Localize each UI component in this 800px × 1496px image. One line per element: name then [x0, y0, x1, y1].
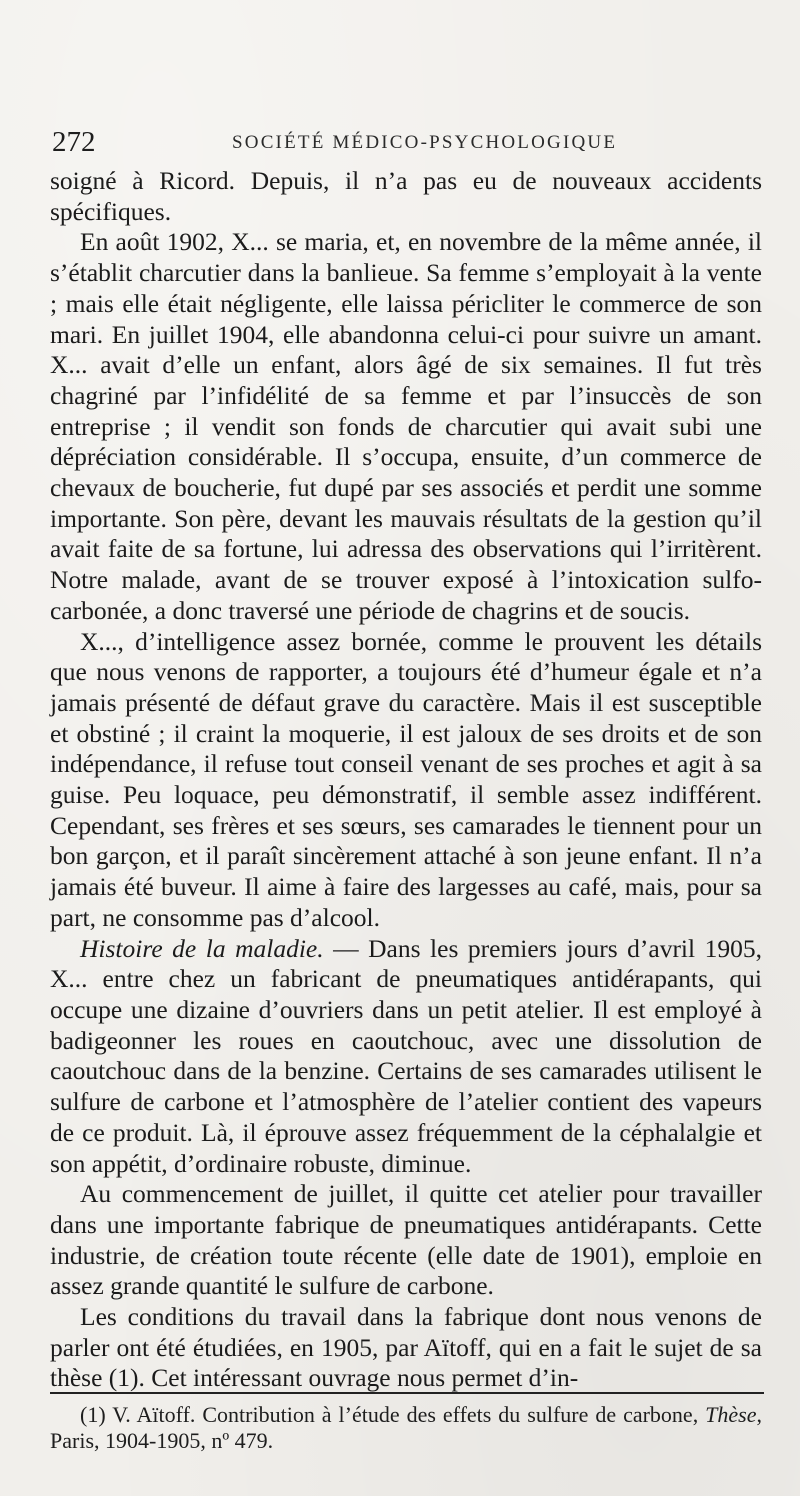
- footnote: [50, 1402, 762, 1454]
- main-text: [50, 166, 762, 1394]
- page-number: 272: [52, 126, 96, 158]
- footnote-text: (1) V. Aïtoff. Contribution à l’étude des effets du sulfure de carbone,: [80, 1402, 706, 1427]
- paragraph-4: [50, 934, 762, 1180]
- paragraph-6: Les conditions du travail dans la fabrique dont nous venons de parler ont été étudiées, en 1905, par Aïtoff, qui en a fait le sujet de sa thèse (1). Cet intéressant ouvrage nous permet d’in-: [50, 1302, 762, 1393]
- paragraph-2: En août 1902, X... se maria, et, en novembre de la même année, il s’établit charcutier dans la banlieue. Sa femme s’employait à la vente ; mais elle était négligente, elle laissa péricliter le commerce de son mari. En juillet 1904, elle abandonna celui-ci pour suivre un amant. X... avait d’elle un enfant, alors âgé de six semaines. Il fut très chagriné par l’infidélité de sa femme et par l’insuccès de son entreprise ; il vendit son fonds de charcutier qui avait subi une dépréciation considérable. Il s’occupa, ensuite, d’un commerce de chevaux de boucherie, fut dupé par ses associés et perdit une somme importante. Son père, devant les mauvais résultats de la gestion qu’il avait faite de sa fortune, lui adressa des observations qui l’irritèrent. Notre malade, avant de se trouver exposé à l’intoxication sulfo-carbonée, a donc traversé une période de chagrins et de soucis.: [50, 227, 762, 625]
- section-heading-histoire: Histoire de la maladie.: [80, 933, 324, 963]
- running-title: SOCIÉTÉ MÉDICO-PSYCHOLOGIQUE: [232, 132, 618, 153]
- page-header: [52, 124, 762, 164]
- paragraph-3: X..., d’intelligence assez bornée, comme le prouvent les détails que nous venons de rapporter, a toujours été d’humeur égale et n’a jamais présenté de défaut grave du caractère. Mais il est susceptible et obstiné ; il craint la moquerie, il est jaloux de ses droits et de son indépendance, il refuse tout conseil venant de ses proches et agit à sa guise. Peu loquace, peu démonstratif, il semble assez indifférent. Cependant, ses frères et ses sœurs, ses camarades le tiennent pour un bon garçon, et il paraît sincèrement attaché à son jeune enfant. Il n’a jamais été buveur. Il aime à faire des largesses au café, mais, pour sa part, ne consomme pas d’alcool.: [50, 626, 762, 932]
- footnote-rule: [50, 1392, 764, 1394]
- footnote-text-end: , Paris, 1904-1905, nº 479.: [50, 1402, 762, 1453]
- paragraph-1: soigné à Ricord. Depuis, il n’a pas eu de nouveaux accidents spécifiques.: [50, 166, 762, 226]
- paragraph-4-text: — Dans les premiers jours d’avril 1905, X... entre chez un fabricant de pneumatiques antidérapants, qui occupe une dizaine d’ouvriers dans un petit atelier. Il est employé à badigeonner les roues en caoutchouc, avec une dissolution de caoutchouc dans de la benzine. Certains de ses camarades utilisent le sulfure de carbone et l’atmosphère de l’atelier contient des vapeurs de ce produit. Là, il éprouve assez fréquemment de la céphalalgie et son appétit, d’ordinaire robuste, diminue.: [50, 933, 762, 1178]
- footnote-italic: Thèse: [705, 1402, 757, 1427]
- paragraph-5: Au commencement de juillet, il quitte cet atelier pour travailler dans une importante fabrique de pneumatiques antidérapants. Cette industrie, de création toute récente (elle date de 1901), emploie en assez grande quantité le sulfure de carbone.: [50, 1179, 762, 1301]
- footnote-1: [50, 1402, 762, 1454]
